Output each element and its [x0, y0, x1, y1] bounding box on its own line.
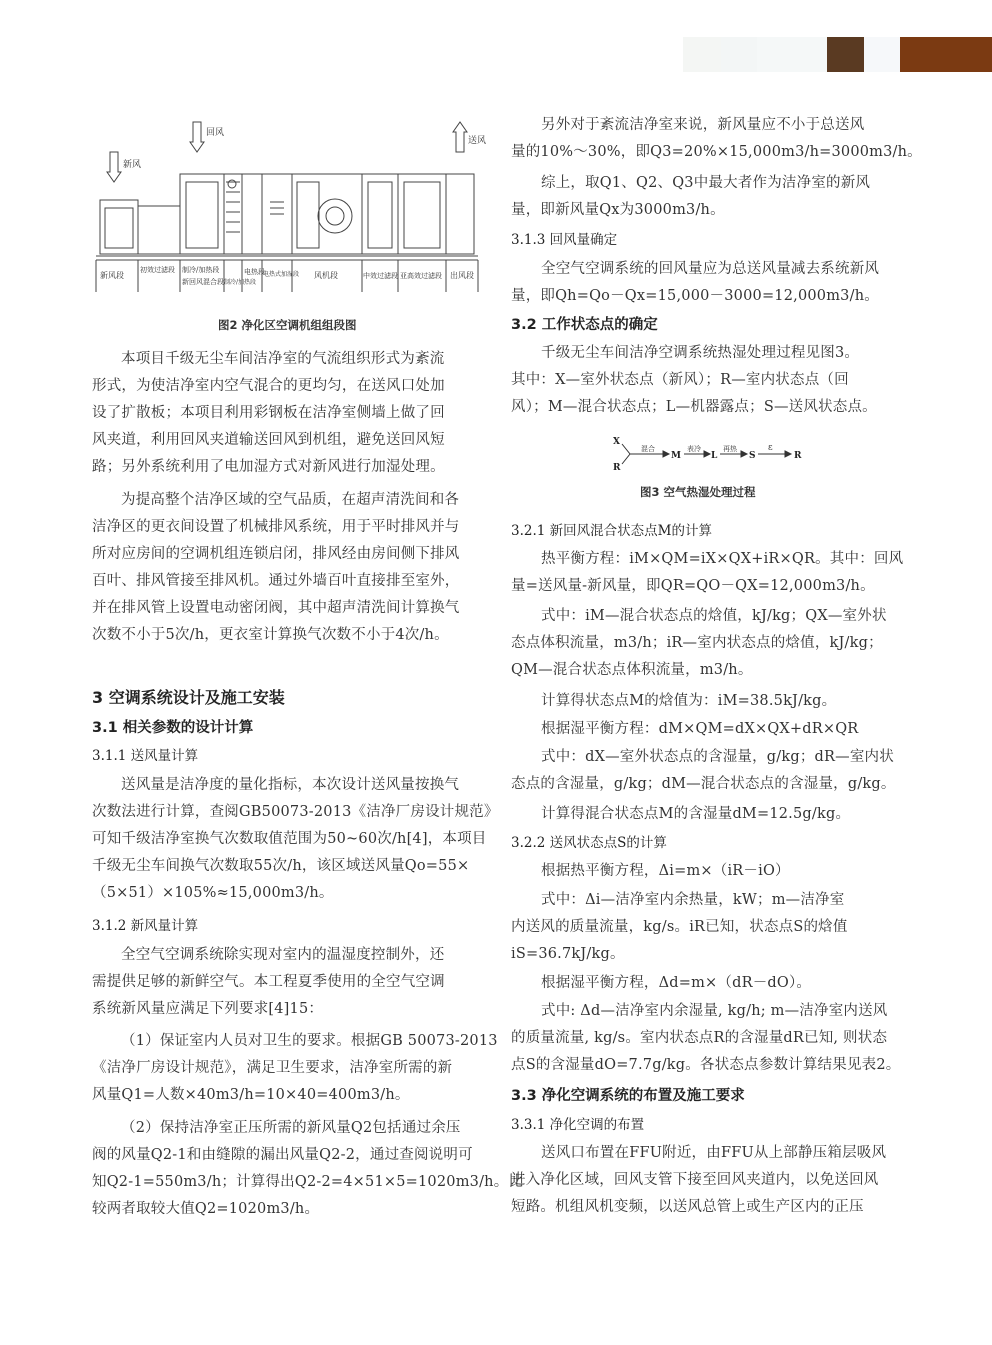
figure-3-process-diagram	[608, 432, 808, 476]
fig3-label-heat: 再热	[723, 445, 737, 453]
text-line: 《洁净厂房设计规范》，满足卫生要求，洁净室所需的新	[92, 1060, 453, 1076]
fig2-section-label: 风机段	[314, 271, 338, 280]
text-line: 量，即新风量Qx为3000m3/h。	[511, 202, 725, 218]
section-heading-3-2-1: 3.2.1 新回风混合状态点M的计算	[511, 523, 712, 539]
text-line: 内送风的质量流量，kg/s。iR已知，状态点S的焓值	[511, 919, 848, 935]
text-line: 需提供足够的新鲜空气。本工程夏季使用的全空气空调	[92, 974, 445, 990]
text-line: 量的10%～30%，即Q3=20%×15,000m3/h=3000m3/h。	[511, 144, 922, 160]
text-line: 可知千级洁净室换气次数取值范围为50~60次/h[4]，本项目	[92, 831, 487, 847]
fig2-section-label: 中效过滤段	[363, 272, 398, 280]
section-heading-3-1: 3.1 相关参数的设计计算	[92, 720, 254, 736]
text-line: 为提高整个洁净区域的空气品质，在超声清洗间和各	[121, 492, 460, 508]
text-line: 根据湿平衡方程，Δd=m×（dR－dO）。	[541, 975, 812, 991]
text-line: 本项目千级无尘车间洁净室的气流组织形式为紊流	[121, 351, 445, 367]
fig3-node-m: M	[671, 451, 681, 461]
section-heading-3-2: 3.2 工作状态点的确定	[511, 317, 658, 333]
text-line: 千级无尘车间洁净空调系统热湿处理过程见图3。	[541, 345, 860, 361]
text-line: 点S的含湿量dO=7.7g/kg。各状态点参数计算结果见表2。	[511, 1057, 901, 1073]
fig2-section-label: 出风段	[450, 271, 474, 280]
text-line: 形式，为使洁净室内空气混合的更均匀，在送风口处加	[92, 378, 445, 394]
text-line: 知Q2-1=550m3/h；计算得出Q2-2=4×51×5=1020m3/h。比	[92, 1174, 524, 1190]
text-line: 根据热平衡方程，Δi=m×（iR－iO）	[541, 863, 790, 879]
fig2-section-label: 制冷/加热段	[224, 279, 257, 286]
fig2-arrow-fresh-label: 新风	[123, 160, 142, 170]
decor-block-4	[827, 37, 864, 72]
fig3-node-r: R	[613, 463, 621, 473]
text-line: 进入净化区域，回风支管下接至回风夹道内，以免送回风	[511, 1172, 879, 1188]
fig2-arrow-return-label: 回风	[206, 128, 225, 138]
text-line: 式中：dX—室外状态点的含湿量，g/kg；dR—室内状	[541, 749, 894, 765]
text-line: 并在排风管上设置电动密闭阀，其中超声清洗间计算换气	[92, 600, 460, 616]
fig3-node-r2: R	[794, 451, 802, 461]
text-line: 短路。机组风机变频，以送风总管上或生产区内的正压	[511, 1199, 864, 1215]
text-line: （5×51）×105%≈15,000m3/h。	[92, 885, 334, 901]
text-line: 设了扩散板；本项目利用彩钢板在洁净室侧墙上做了回	[92, 405, 445, 421]
text-line: 百叶、排风管接至排风机。通过外墙百叶直接排至室外，	[92, 573, 460, 589]
section-heading-3-1-1: 3.1.1 送风量计算	[92, 748, 199, 764]
fig3-node-x: X	[613, 437, 620, 447]
text-line: 的质量流量, kg/s。室内状态点R的含湿量dR已知, 则状态	[511, 1030, 888, 1046]
text-line: 另外对于紊流洁净室来说，新风量应不小于总送风	[541, 117, 865, 133]
decor-block-3	[757, 37, 827, 72]
text-line: 所对应房间的空调机组连锁启闭，排风经由房间侧下排风	[92, 546, 460, 562]
text-line: 次数法进行计算，查阅GB50073-2013《洁净厂房设计规范》	[92, 804, 499, 820]
text-line: （1）保证室内人员对卫生的要求。根据GB 50073-2013	[121, 1033, 498, 1049]
text-line: 态点的含湿量，g/kg；dM—混合状态点的含湿量，g/kg。	[511, 776, 896, 792]
text-line: QM—混合状态点体积流量，m3/h。	[511, 662, 753, 678]
text-line: 态点体积流量，m3/h；iR—室内状态点的焓值，kJ/kg；	[511, 635, 883, 651]
decor-block-5	[864, 37, 900, 72]
text-line: 风夹道，利用回风夹道输送回风到机组，避免送回风短	[92, 432, 445, 448]
fig3-node-l: L	[711, 451, 718, 461]
text-line: 全空气空调系统的回风量应为总送风量减去系统新风	[541, 261, 880, 277]
decor-block-6	[900, 37, 992, 72]
fig2-section-label: 新风段	[100, 271, 124, 280]
text-line: 路；另外系统利用了电加湿方式对新风进行加湿处理。	[92, 459, 445, 475]
text-line: 次数不小于5次/h，更衣室计算换气次数不小于4次/h。	[92, 627, 449, 643]
text-line: 式中: Δd—洁净室内余湿量, kg/h; m—洁净室内送风	[541, 1003, 888, 1019]
fig2-section-label: 初效过滤段	[140, 266, 175, 274]
text-line: 其中：X—室外状态点（新风）；R—室内状态点（回	[511, 372, 849, 388]
fig2-section-label: 新回风混合段	[182, 278, 224, 286]
text-line: 阀的风量Q2-1和由缝隙的漏出风量Q2-2，通过查阅说明可	[92, 1147, 473, 1163]
section-heading-3: 3 空调系统设计及施工安装	[92, 688, 285, 707]
fig2-section-label: 亚高效过滤段	[400, 272, 442, 280]
fig3-label-eps: ε	[768, 443, 773, 453]
text-line: 热平衡方程：iM×QM=iX×QX+iR×QR。其中：回风	[541, 551, 904, 567]
section-heading-3-2-2: 3.2.2 送风状态点S的计算	[511, 835, 667, 851]
section-heading-3-3: 3.3 净化空调系统的布置及施工要求	[511, 1088, 745, 1104]
text-line: iS=36.7kJ/kg。	[511, 946, 625, 962]
text-line: 送风量是洁净度的量化指标，本次设计送风量按换气	[121, 777, 460, 793]
figure-2-caption: 图2 净化区空调机组组段图	[218, 318, 357, 332]
text-line: 较两者取较大值Q2=1020m3/h。	[92, 1201, 320, 1217]
text-line: 根据湿平衡方程：dM×QM=dX×QX+dR×QR	[541, 721, 859, 737]
text-line: 洁净区的更衣间设置了机械排风系统，用于平时排风并与	[92, 519, 460, 535]
text-line: 计算得混合状态点M的含湿量dM=12.5g/kg。	[541, 806, 851, 822]
fig2-arrow-supply-label: 送风	[468, 136, 487, 146]
text-line: 量=送风量-新风量，即QR=QO－QX=12,000m3/h。	[511, 578, 875, 594]
text-line: 系统新风量应满足下列要求[4]15：	[92, 1001, 324, 1017]
figure-3-caption: 图3 空气热湿处理过程	[640, 485, 756, 499]
text-line: （2）保持洁净室正压所需的新风量Q2包括通过余压	[121, 1120, 461, 1136]
text-line: 风）；M—混合状态点；L—机器露点；S—送风状态点。	[511, 399, 877, 415]
text-line: 式中：Δi—洁净室内余热量，kW；m—洁净室	[541, 892, 845, 908]
text-line: 式中：iM—混合状态点的焓值，kJ/kg；QX—室外状	[541, 608, 887, 624]
figure-2-ahu-diagram	[92, 112, 492, 298]
fig2-section-label: 电热式加湿段	[263, 271, 300, 278]
section-heading-3-1-3: 3.1.3 回风量确定	[511, 232, 618, 248]
text-line: 千级无尘车间换气次数取55次/h，该区域送风量Qo=55×	[92, 858, 470, 874]
decor-block-2	[721, 37, 757, 72]
section-heading-3-1-2: 3.1.2 新风量计算	[92, 918, 199, 934]
text-line: 计算得状态点M的焓值为：iM=38.5kJ/kg。	[541, 693, 837, 709]
text-line: 全空气空调系统除实现对室内的温湿度控制外，还	[121, 947, 445, 963]
text-line: 综上，取Q1、Q2、Q3中最大者作为洁净室的新风	[541, 175, 871, 191]
fig2-section-label: 制冷/加热段	[182, 266, 220, 274]
fig2-section-label: 电热段	[244, 268, 265, 276]
fig3-label-mix: 混合	[641, 445, 655, 453]
section-heading-3-3-1: 3.3.1 净化空调的布置	[511, 1117, 645, 1133]
fig3-node-s: S	[749, 451, 756, 461]
text-line: 风量Q1=人数×40m3/h=10×40=400m3/h。	[92, 1087, 410, 1103]
text-line: 送风口布置在FFU附近，由FFU从上部静压箱层吸风	[541, 1145, 887, 1161]
text-line: 量，即Qh=Qo－Qx=15,000－3000=12,000m3/h。	[511, 288, 879, 304]
fig3-label-cool: 表冷	[687, 445, 701, 453]
decor-block-1	[683, 37, 721, 72]
